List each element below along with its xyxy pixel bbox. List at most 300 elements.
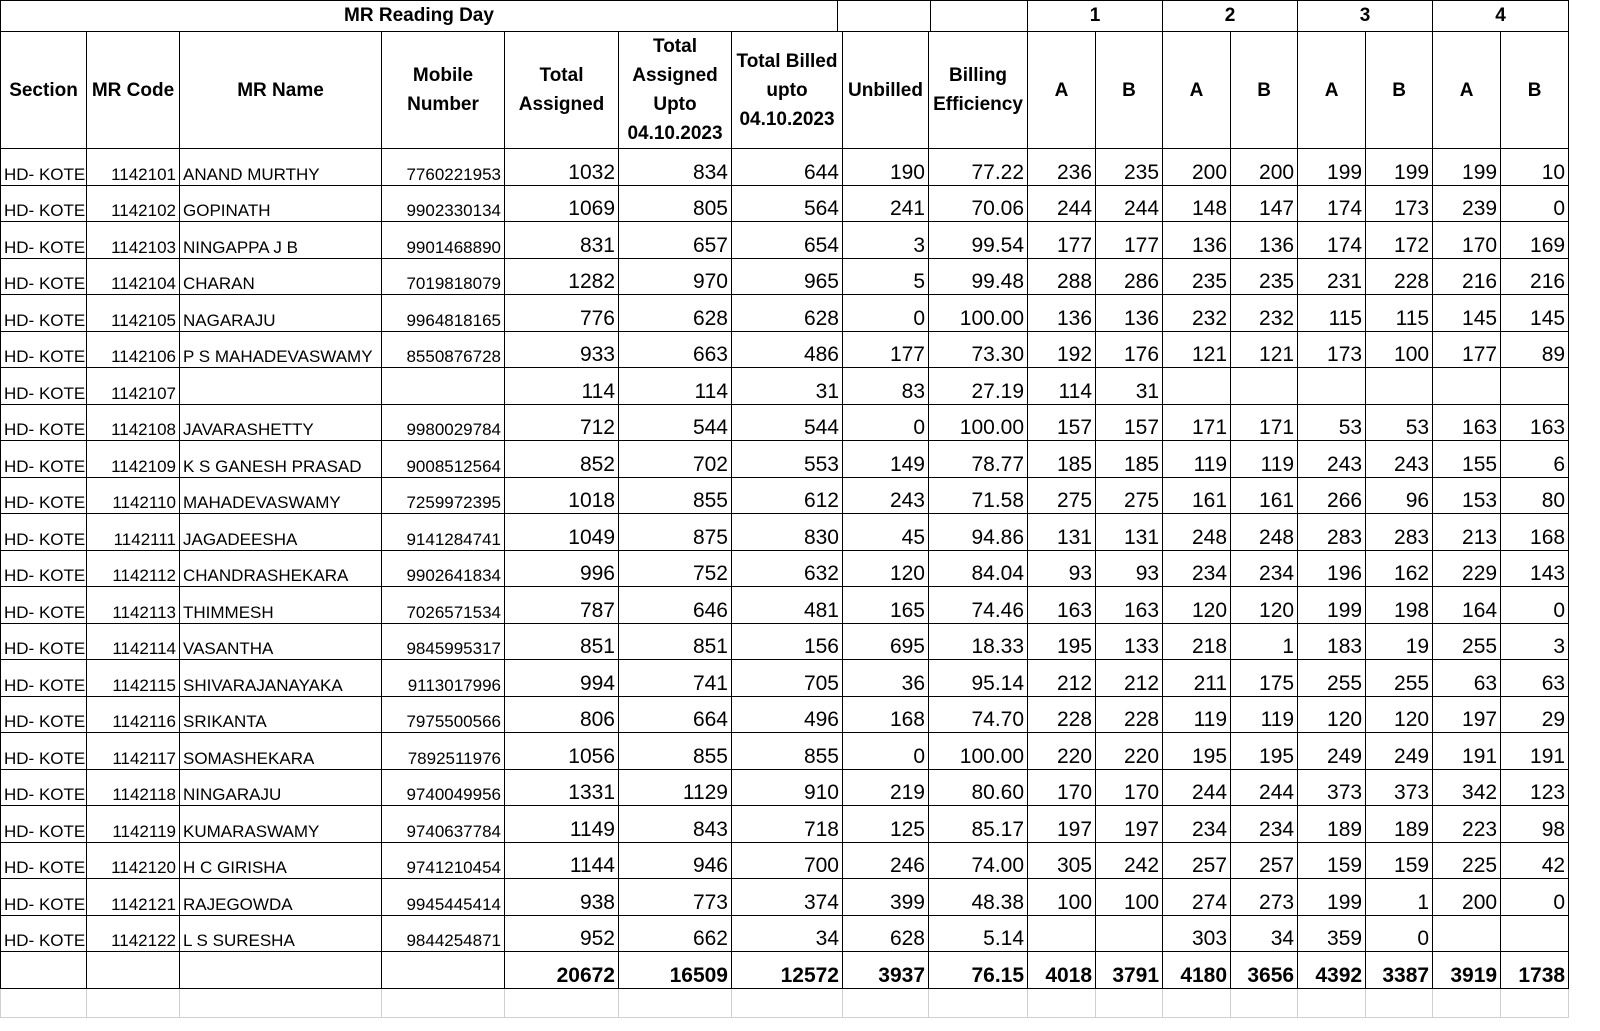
day3-b-cell: 162 [1366, 550, 1433, 587]
day4-a-cell: 170 [1433, 222, 1501, 259]
header-total-assigned: Total Assigned [505, 32, 619, 149]
day3-b-cell: 172 [1366, 222, 1433, 259]
total-assigned-cell: 1069 [505, 185, 619, 222]
unbilled-cell: 695 [843, 623, 929, 660]
day2-b-cell: 34 [1231, 915, 1298, 952]
day3-a-cell: 53 [1298, 404, 1366, 441]
header-unbilled: Unbilled [843, 32, 929, 149]
day1-a-cell [1028, 915, 1096, 952]
billing-efficiency-cell: 70.06 [929, 185, 1028, 222]
day2-b-cell: 248 [1231, 514, 1298, 551]
assigned-upto-cell: 663 [619, 331, 732, 368]
day3-b-cell: 283 [1366, 514, 1433, 551]
day4-a-cell: 223 [1433, 806, 1501, 843]
total-assigned-cell: 1056 [505, 733, 619, 770]
billed-upto-cell: 612 [732, 477, 843, 514]
total-assigned-cell: 1282 [505, 258, 619, 295]
day2-b-cell: 175 [1231, 660, 1298, 697]
total-cell: 76.15 [929, 952, 1028, 989]
mr-code-cell: 1142103 [87, 222, 180, 259]
header-sub-b: B [1501, 32, 1569, 149]
assigned-upto-cell: 946 [619, 842, 732, 879]
day4-a-cell: 199 [1433, 149, 1501, 186]
mobile-cell: 9141284741 [382, 514, 505, 551]
total-assigned-cell: 851 [505, 623, 619, 660]
day4-b-cell: 80 [1501, 477, 1569, 514]
mr-name-cell: SOMASHEKARA [180, 733, 382, 770]
day4-b-cell: 29 [1501, 696, 1569, 733]
header-total-billed-upto: Total Billed upto 04.10.2023 [732, 32, 843, 149]
day4-b-cell: 63 [1501, 660, 1569, 697]
day4-a-cell: 197 [1433, 696, 1501, 733]
mr-code-cell: 1142104 [87, 258, 180, 295]
mr-name-cell: P S MAHADEVASWAMY [180, 331, 382, 368]
header-total-assigned-upto: Total Assigned Upto 04.10.2023 [619, 32, 732, 149]
day2-b-cell: 119 [1231, 696, 1298, 733]
day1-a-cell: 192 [1028, 331, 1096, 368]
day1-b-cell: 31 [1096, 368, 1163, 405]
unbilled-cell: 246 [843, 842, 929, 879]
assigned-upto-cell: 843 [619, 806, 732, 843]
day2-b-cell: 257 [1231, 842, 1298, 879]
total-assigned-cell: 996 [505, 550, 619, 587]
day2-b-cell: 136 [1231, 222, 1298, 259]
mr-name-cell: JAVARASHETTY [180, 404, 382, 441]
billed-upto-cell: 700 [732, 842, 843, 879]
day2-b-cell: 195 [1231, 733, 1298, 770]
day-group-1: 1 [1028, 1, 1163, 32]
day2-a-cell: 234 [1163, 806, 1231, 843]
day1-a-cell: 275 [1028, 477, 1096, 514]
billing-efficiency-cell: 77.22 [929, 149, 1028, 186]
header-sub-b: B [1231, 32, 1298, 149]
billing-efficiency-cell: 95.14 [929, 660, 1028, 697]
mr-code-cell: 1142105 [87, 295, 180, 332]
mobile-cell: 9740637784 [382, 806, 505, 843]
assigned-upto-cell: 773 [619, 879, 732, 916]
mr-code-cell: 1142101 [87, 149, 180, 186]
day3-b-cell: 19 [1366, 623, 1433, 660]
day1-b-cell: 185 [1096, 441, 1163, 478]
assigned-upto-cell: 664 [619, 696, 732, 733]
table-row [1, 404, 1569, 441]
day3-a-cell: 359 [1298, 915, 1366, 952]
table-row [1, 623, 1569, 660]
day1-a-cell: 195 [1028, 623, 1096, 660]
billing-efficiency-cell: 85.17 [929, 806, 1028, 843]
day4-b-cell: 98 [1501, 806, 1569, 843]
day1-b-cell: 131 [1096, 514, 1163, 551]
mobile-cell [382, 368, 505, 405]
day3-a-cell: 199 [1298, 879, 1366, 916]
day3-a-cell: 243 [1298, 441, 1366, 478]
mr-reading-day-label: MR Reading Day [1, 1, 838, 31]
header-sub-a: A [1433, 32, 1501, 149]
header-sub-a: A [1163, 32, 1231, 149]
day1-b-cell: 275 [1096, 477, 1163, 514]
total-assigned-cell: 787 [505, 587, 619, 624]
unbilled-cell: 5 [843, 258, 929, 295]
day2-b-cell [1231, 368, 1298, 405]
total-assigned-cell: 1049 [505, 514, 619, 551]
mobile-cell: 7892511976 [382, 733, 505, 770]
mr-name-cell: CHARAN [180, 258, 382, 295]
day1-a-cell: 136 [1028, 295, 1096, 332]
day1-a-cell: 305 [1028, 842, 1096, 879]
day1-b-cell: 242 [1096, 842, 1163, 879]
header-row [1, 32, 1569, 149]
mr-name-cell: KUMARASWAMY [180, 806, 382, 843]
billing-efficiency-cell: 80.60 [929, 769, 1028, 806]
table-row [1, 587, 1569, 624]
billed-upto-cell: 628 [732, 295, 843, 332]
billed-upto-cell: 644 [732, 149, 843, 186]
day-group-4: 4 [1433, 1, 1569, 32]
day2-a-cell: 119 [1163, 696, 1231, 733]
total-assigned-cell: 1018 [505, 477, 619, 514]
unbilled-cell: 125 [843, 806, 929, 843]
unbilled-cell: 243 [843, 477, 929, 514]
mobile-cell: 9741210454 [382, 842, 505, 879]
header-mobile: Mobile Number [382, 32, 505, 149]
unbilled-cell: 399 [843, 879, 929, 916]
day1-a-cell: 236 [1028, 149, 1096, 186]
total-assigned-cell: 806 [505, 696, 619, 733]
day3-b-cell: 0 [1366, 915, 1433, 952]
table-body [1, 149, 1569, 952]
unbilled-cell: 628 [843, 915, 929, 952]
day4-b-cell: 0 [1501, 185, 1569, 222]
day4-a-cell: 63 [1433, 660, 1501, 697]
day2-a-cell: 171 [1163, 404, 1231, 441]
day3-b-cell: 173 [1366, 185, 1433, 222]
day4-a-cell: 216 [1433, 258, 1501, 295]
total-assigned-cell: 831 [505, 222, 619, 259]
unbilled-cell: 0 [843, 733, 929, 770]
mobile-cell: 9964818165 [382, 295, 505, 332]
day1-b-cell: 163 [1096, 587, 1163, 624]
section-cell: HD- KOTE [1, 806, 87, 843]
mobile-cell: 9945445414 [382, 879, 505, 916]
day1-b-cell: 220 [1096, 733, 1163, 770]
day3-a-cell: 174 [1298, 185, 1366, 222]
header-section: Section [1, 32, 87, 149]
billed-upto-cell: 855 [732, 733, 843, 770]
header-sub-a: A [1028, 32, 1096, 149]
day2-a-cell: 121 [1163, 331, 1231, 368]
mobile-cell: 7975500566 [382, 696, 505, 733]
day1-a-cell: 157 [1028, 404, 1096, 441]
day3-b-cell: 198 [1366, 587, 1433, 624]
day1-b-cell: 235 [1096, 149, 1163, 186]
mobile-cell: 8550876728 [382, 331, 505, 368]
day3-b-cell [1366, 368, 1433, 405]
billing-efficiency-cell: 74.00 [929, 842, 1028, 879]
total-assigned-cell: 1032 [505, 149, 619, 186]
mr-code-cell: 1142118 [87, 769, 180, 806]
mr-name-cell: NAGARAJU [180, 295, 382, 332]
day1-a-cell: 131 [1028, 514, 1096, 551]
billed-upto-cell: 481 [732, 587, 843, 624]
billing-efficiency-cell: 18.33 [929, 623, 1028, 660]
mobile-cell: 9901468890 [382, 222, 505, 259]
day4-a-cell: 177 [1433, 331, 1501, 368]
unbilled-cell: 149 [843, 441, 929, 478]
billed-upto-cell: 654 [732, 222, 843, 259]
section-cell: HD- KOTE [1, 258, 87, 295]
day1-b-cell: 228 [1096, 696, 1163, 733]
mr-name-cell: K S GANESH PRASAD [180, 441, 382, 478]
mr-name-cell: H C GIRISHA [180, 842, 382, 879]
mobile-cell: 7259972395 [382, 477, 505, 514]
day3-a-cell: 199 [1298, 587, 1366, 624]
header-mr-name: MR Name [180, 32, 382, 149]
assigned-upto-cell: 855 [619, 477, 732, 514]
day4-a-cell: 200 [1433, 879, 1501, 916]
table-row [1, 185, 1569, 222]
table-row [1, 514, 1569, 551]
mobile-cell: 9902641834 [382, 550, 505, 587]
header-sub-a: A [1298, 32, 1366, 149]
mr-code-cell: 1142113 [87, 587, 180, 624]
billing-efficiency-cell: 78.77 [929, 441, 1028, 478]
day2-b-cell: 1 [1231, 623, 1298, 660]
day1-a-cell: 114 [1028, 368, 1096, 405]
table-row [1, 477, 1569, 514]
day1-b-cell: 212 [1096, 660, 1163, 697]
table-row [1, 733, 1569, 770]
header-billing-efficiency: Billing Efficiency [929, 32, 1028, 149]
day4-a-cell: 255 [1433, 623, 1501, 660]
day4-a-cell: 213 [1433, 514, 1501, 551]
total-cell: 3919 [1433, 952, 1501, 989]
section-cell: HD- KOTE [1, 295, 87, 332]
day2-a-cell [1163, 368, 1231, 405]
assigned-upto-cell: 628 [619, 295, 732, 332]
day1-a-cell: 212 [1028, 660, 1096, 697]
mr-code-cell: 1142115 [87, 660, 180, 697]
day3-a-cell: 283 [1298, 514, 1366, 551]
unbilled-cell: 177 [843, 331, 929, 368]
total-cell: 3656 [1231, 952, 1298, 989]
total-assigned-cell: 776 [505, 295, 619, 332]
table-row [1, 842, 1569, 879]
table-row [1, 660, 1569, 697]
total-assigned-cell: 938 [505, 879, 619, 916]
billing-efficiency-cell: 74.70 [929, 696, 1028, 733]
day1-b-cell: 136 [1096, 295, 1163, 332]
assigned-upto-cell: 752 [619, 550, 732, 587]
day1-b-cell: 176 [1096, 331, 1163, 368]
mr-code-cell: 1142121 [87, 879, 180, 916]
section-cell: HD- KOTE [1, 331, 87, 368]
mobile-cell: 9008512564 [382, 441, 505, 478]
table-row [1, 806, 1569, 843]
mobile-cell: 9113017996 [382, 660, 505, 697]
mr-name-cell: CHANDRASHEKARA [180, 550, 382, 587]
section-cell: HD- KOTE [1, 441, 87, 478]
assigned-upto-cell: 970 [619, 258, 732, 295]
day2-b-cell: 244 [1231, 769, 1298, 806]
billed-upto-cell: 34 [732, 915, 843, 952]
total-assigned-cell: 1144 [505, 842, 619, 879]
section-cell: HD- KOTE [1, 368, 87, 405]
day2-a-cell: 235 [1163, 258, 1231, 295]
day2-b-cell: 147 [1231, 185, 1298, 222]
mr-code-cell: 1142111 [87, 514, 180, 551]
day2-b-cell: 171 [1231, 404, 1298, 441]
day3-a-cell: 120 [1298, 696, 1366, 733]
day2-a-cell: 257 [1163, 842, 1231, 879]
assigned-upto-cell: 544 [619, 404, 732, 441]
day2-a-cell: 274 [1163, 879, 1231, 916]
assigned-upto-cell: 834 [619, 149, 732, 186]
total-cell: 16509 [619, 952, 732, 989]
total-assigned-cell: 994 [505, 660, 619, 697]
total-assigned-cell: 852 [505, 441, 619, 478]
unbilled-cell: 0 [843, 295, 929, 332]
day2-a-cell: 232 [1163, 295, 1231, 332]
section-cell: HD- KOTE [1, 733, 87, 770]
mr-name-cell: RAJEGOWDA [180, 879, 382, 916]
day2-a-cell: 248 [1163, 514, 1231, 551]
table-row [1, 879, 1569, 916]
billed-upto-cell: 544 [732, 404, 843, 441]
total-cell: 3937 [843, 952, 929, 989]
mr-name-cell: ANAND MURTHY [180, 149, 382, 186]
billed-upto-cell: 830 [732, 514, 843, 551]
table-row [1, 295, 1569, 332]
day3-b-cell: 243 [1366, 441, 1433, 478]
mr-code-cell: 1142114 [87, 623, 180, 660]
day2-a-cell: 119 [1163, 441, 1231, 478]
day2-b-cell: 119 [1231, 441, 1298, 478]
day3-a-cell: 231 [1298, 258, 1366, 295]
section-cell: HD- KOTE [1, 769, 87, 806]
day4-b-cell: 0 [1501, 879, 1569, 916]
mr-name-cell: THIMMESH [180, 587, 382, 624]
unbilled-cell: 3 [843, 222, 929, 259]
day4-b-cell: 123 [1501, 769, 1569, 806]
day1-b-cell: 93 [1096, 550, 1163, 587]
mr-code-cell: 1142109 [87, 441, 180, 478]
day3-a-cell: 373 [1298, 769, 1366, 806]
mr-name-cell: GOPINATH [180, 185, 382, 222]
section-cell: HD- KOTE [1, 404, 87, 441]
mr-code-cell: 1142120 [87, 842, 180, 879]
day3-b-cell: 159 [1366, 842, 1433, 879]
section-cell: HD- KOTE [1, 587, 87, 624]
section-cell: HD- KOTE [1, 149, 87, 186]
day1-b-cell: 133 [1096, 623, 1163, 660]
section-cell: HD- KOTE [1, 915, 87, 952]
day3-b-cell: 189 [1366, 806, 1433, 843]
table-row [1, 331, 1569, 368]
mr-code-cell: 1142110 [87, 477, 180, 514]
assigned-upto-cell: 805 [619, 185, 732, 222]
unbilled-cell: 120 [843, 550, 929, 587]
table-row [1, 149, 1569, 186]
day3-b-cell: 373 [1366, 769, 1433, 806]
day1-a-cell: 228 [1028, 696, 1096, 733]
day2-b-cell: 120 [1231, 587, 1298, 624]
billed-upto-cell: 564 [732, 185, 843, 222]
total-assigned-cell: 952 [505, 915, 619, 952]
unbilled-cell: 219 [843, 769, 929, 806]
day2-b-cell: 200 [1231, 149, 1298, 186]
day2-a-cell: 211 [1163, 660, 1231, 697]
billed-upto-cell: 496 [732, 696, 843, 733]
day3-b-cell: 96 [1366, 477, 1433, 514]
assigned-upto-cell: 855 [619, 733, 732, 770]
day2-a-cell: 303 [1163, 915, 1231, 952]
mr-name-cell: SHIVARAJANAYAKA [180, 660, 382, 697]
section-cell: HD- KOTE [1, 696, 87, 733]
total-assigned-cell: 712 [505, 404, 619, 441]
billing-efficiency-cell: 100.00 [929, 295, 1028, 332]
day1-b-cell: 100 [1096, 879, 1163, 916]
section-cell: HD- KOTE [1, 477, 87, 514]
header-mr-code: MR Code [87, 32, 180, 149]
assigned-upto-cell: 657 [619, 222, 732, 259]
billed-upto-cell: 374 [732, 879, 843, 916]
table-row [1, 696, 1569, 733]
day2-a-cell: 161 [1163, 477, 1231, 514]
billing-efficiency-cell: 73.30 [929, 331, 1028, 368]
unbilled-cell: 45 [843, 514, 929, 551]
day1-a-cell: 288 [1028, 258, 1096, 295]
unbilled-cell: 83 [843, 368, 929, 405]
day3-b-cell: 100 [1366, 331, 1433, 368]
day1-b-cell: 157 [1096, 404, 1163, 441]
day4-b-cell: 42 [1501, 842, 1569, 879]
billed-upto-cell: 632 [732, 550, 843, 587]
day1-a-cell: 100 [1028, 879, 1096, 916]
mobile-cell: 7019818079 [382, 258, 505, 295]
billing-efficiency-cell: 27.19 [929, 368, 1028, 405]
day4-a-cell: 342 [1433, 769, 1501, 806]
unbilled-cell: 190 [843, 149, 929, 186]
day1-a-cell: 185 [1028, 441, 1096, 478]
day4-a-cell: 191 [1433, 733, 1501, 770]
header-sub-b: B [1096, 32, 1163, 149]
unbilled-cell: 241 [843, 185, 929, 222]
mr-code-cell: 1142119 [87, 806, 180, 843]
day3-a-cell: 115 [1298, 295, 1366, 332]
day2-a-cell: 218 [1163, 623, 1231, 660]
mobile-cell: 7026571534 [382, 587, 505, 624]
day3-a-cell: 196 [1298, 550, 1366, 587]
billed-upto-cell: 910 [732, 769, 843, 806]
day1-b-cell: 244 [1096, 185, 1163, 222]
assigned-upto-cell: 114 [619, 368, 732, 405]
total-assigned-cell: 1331 [505, 769, 619, 806]
day1-b-cell: 197 [1096, 806, 1163, 843]
day4-b-cell: 169 [1501, 222, 1569, 259]
header-sub-b: B [1366, 32, 1433, 149]
day4-a-cell [1433, 915, 1501, 952]
section-cell: HD- KOTE [1, 185, 87, 222]
day1-b-cell: 177 [1096, 222, 1163, 259]
mr-name-cell: NINGARAJU [180, 769, 382, 806]
billed-upto-cell: 718 [732, 806, 843, 843]
day4-b-cell [1501, 915, 1569, 952]
day4-a-cell: 239 [1433, 185, 1501, 222]
day2-b-cell: 234 [1231, 806, 1298, 843]
total-cell: 3791 [1096, 952, 1163, 989]
mobile-cell: 9980029784 [382, 404, 505, 441]
total-cell: 4018 [1028, 952, 1096, 989]
